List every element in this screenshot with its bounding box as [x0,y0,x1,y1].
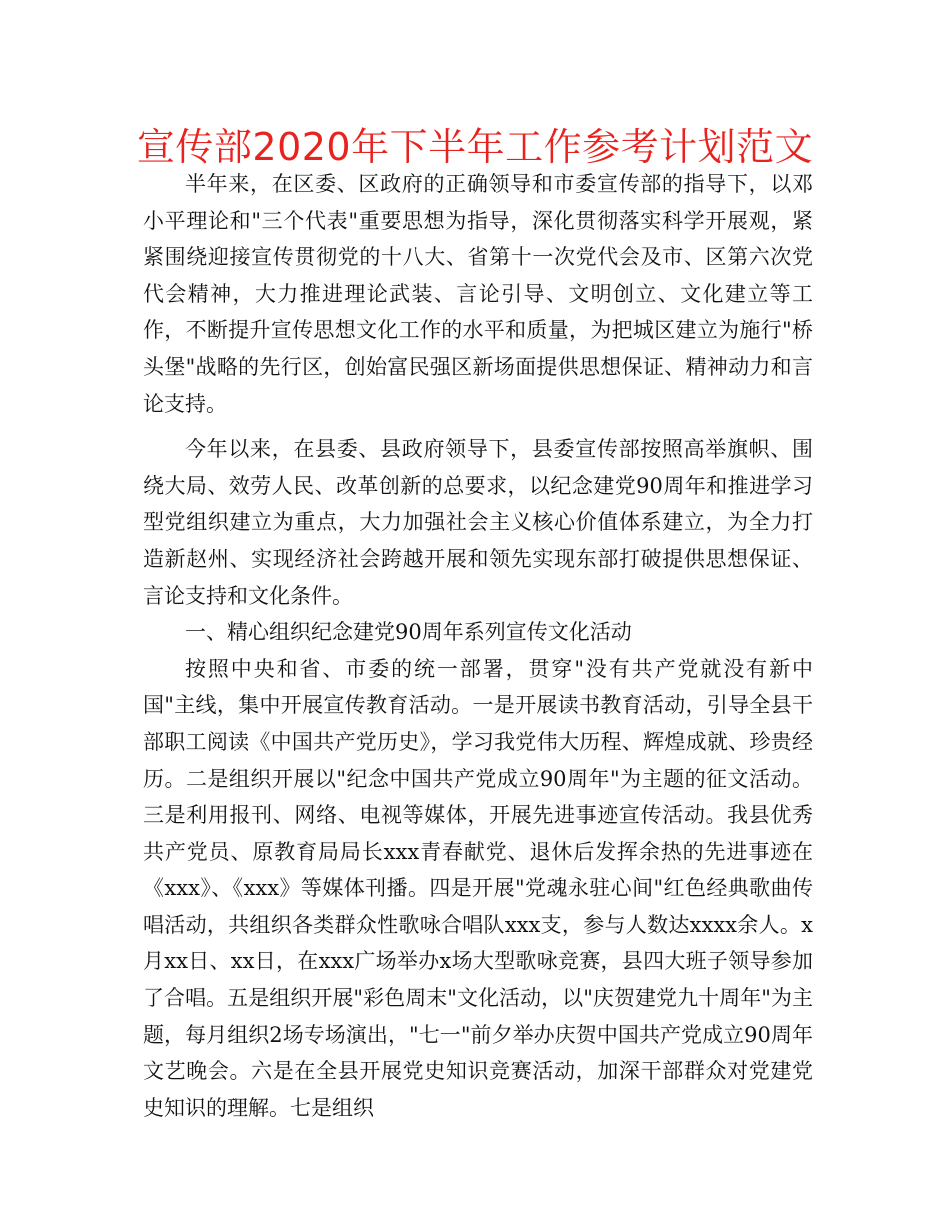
document-body [143,166,813,1120]
section-heading-1: 一、精心组织纪念建党90周年系列宣传文化活动 [185,620,632,645]
paragraph-intro: 半年来，在区委、区政府的正确领导和市委宣传部的指导下，以邓小平理论和"三个代表"重要思想为指导，深化贯彻落实科学开展观，紧紧围绕迎接宣传贯彻党的十八大、省第十一次党代会及市、区第六次党代会精神，大力推进理论武装、言论引导、文明创立、文化建立等工作，不断提升宣传思想文化工作的水平和质量，为把城区建立为施行"桥头堡"战略的先行区，创始富民强区新场面提供思想保证、精神动力和言论支持。 [143,172,813,416]
paragraph-overview: 今年以来，在县委、县政府领导下，县委宣传部按照高举旗帜、围绕大局、效劳人民、改革创新的总要求，以纪念建党90周年和推进学习型党组织建立为重点，大力加强社会主义核心价值体系建立，为全力打造新赵州、实现经济社会跨越开展和领先实现东部打破提供思想保证、言论支持和文化条件。 [143,437,813,608]
document-title: 宣传部2020年下半年工作参考计划范文 [136,125,814,169]
paragraph-section-1: 按照中央和省、市委的统一部署，贯穿"没有共产党就没有新中国"主线，集中开展宣传教育活动。一是开展读书教育活动，引导全县干部职工阅读《中国共产党历史》，学习我党伟大历程、辉煌成就、珍贵经历。二是组织开展以"纪念中国共产党成立90周年"为主题的征文活动。三是利用报刊、网络、电视等媒体，开展先进事迹宣传活动。我县优秀共产党员、原教育局局长xxx青春献党、退休后发挥余热的先进事迹在《xxx》、《xxx》等媒体刊播。四是开展"党魂永驻心间"红色经典歌曲传唱活动，共组织各类群众性歌咏合唱队xxx支，参与人数达xxxx余人。x月xx日、xx日，在xxx广场举办x场大型歌咏竞赛，县四大班子领导参加了合唱。五是组织开展"彩色周末"文化活动，以"庆贺建党九十周年"为主题，每月组织2场专场演出，"七一"前夕举办庆贺中国共产党成立90周年文艺晚会。六是在全县开展党史知识竞赛活动，加深干部群众对党建党史知识的理解。七是组织 [143,656,813,1120]
